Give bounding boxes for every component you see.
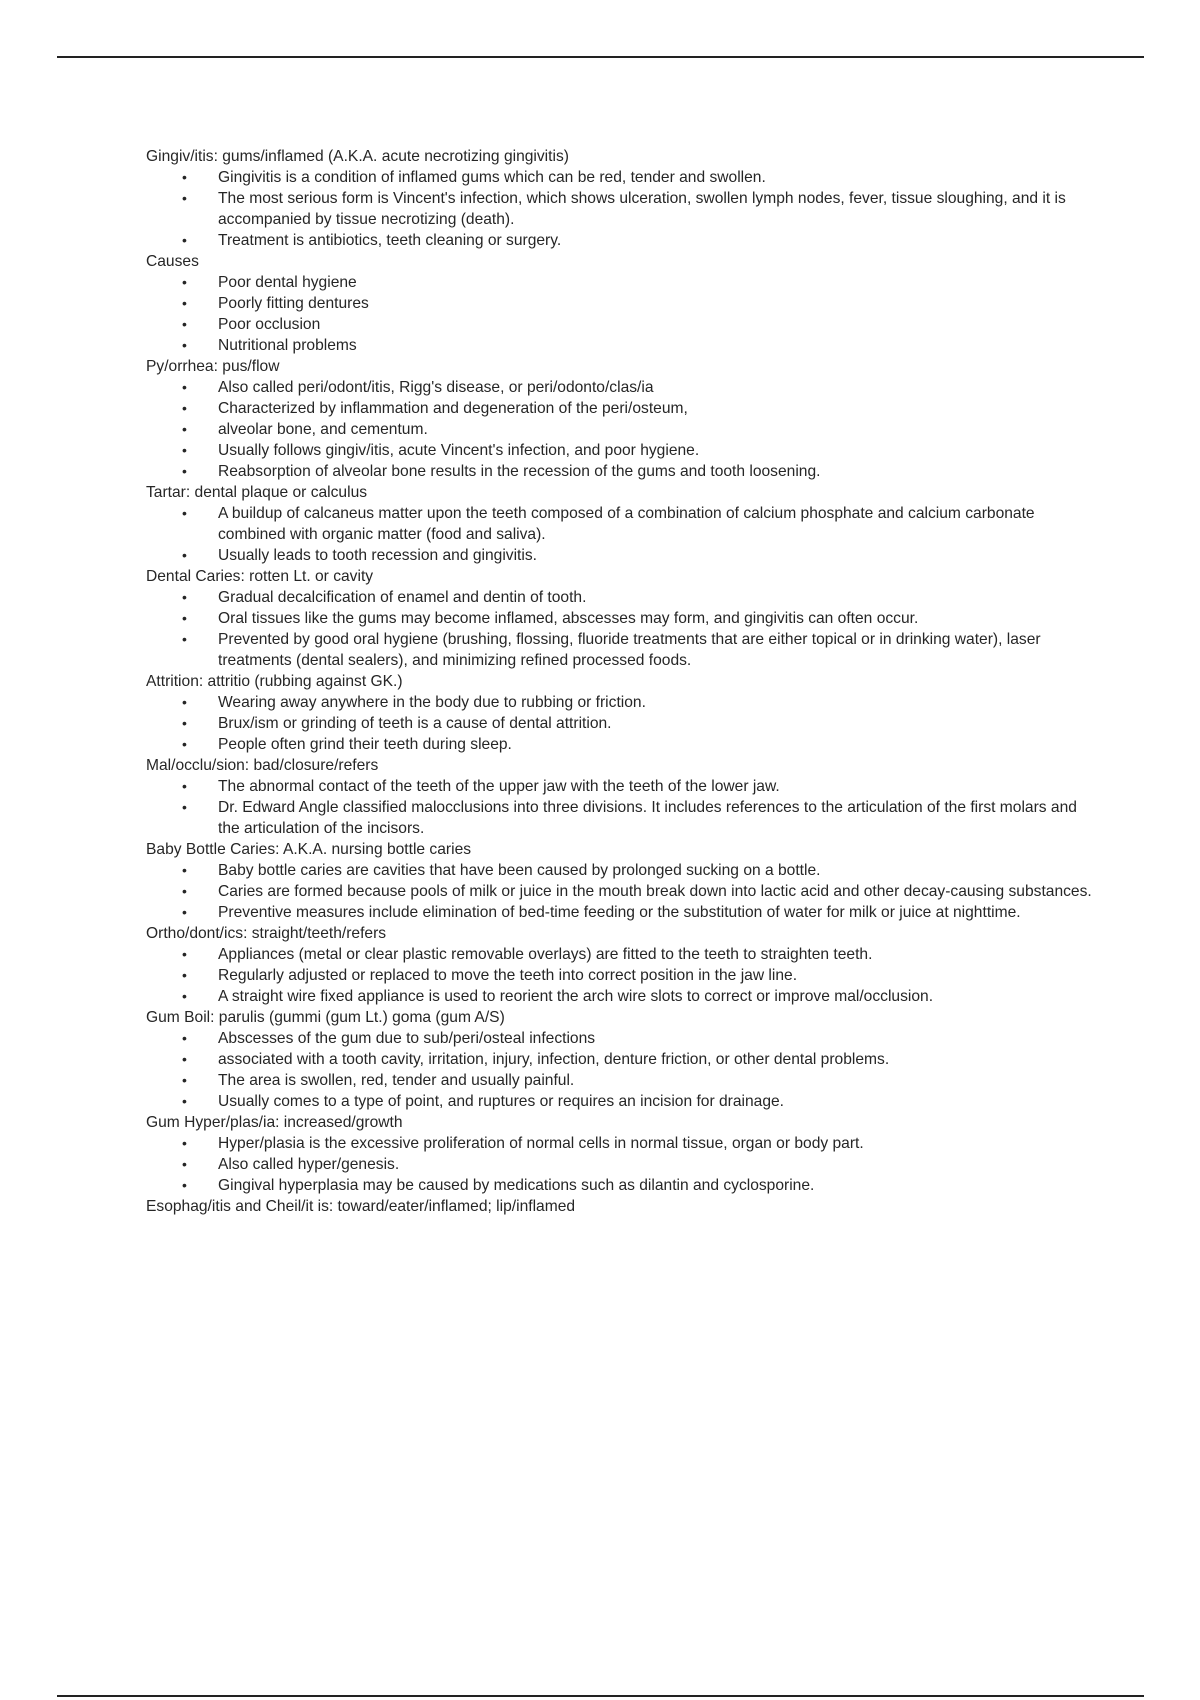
bullet-list — [146, 1133, 1096, 1196]
section-heading: Esophag/itis and Cheil/it is: toward/eater/inflamed; lip/inflamed — [146, 1198, 576, 1215]
footer-rule — [57, 1695, 1144, 1697]
section-7 — [146, 839, 1096, 923]
section-8 — [146, 923, 1096, 1007]
bullet-item: • People often grind their teeth during sleep. — [146, 734, 1096, 755]
bullet-item: • Gingivitis is a condition of inflamed gums which can be red, tender and swollen. — [146, 167, 1096, 188]
section-heading: Tartar: dental plaque or calculus — [146, 484, 368, 501]
bullet-list — [146, 1028, 1096, 1112]
bullet-item: • Baby bottle caries are cavities that have been caused by prolonged sucking on a bottle. — [146, 860, 1096, 881]
section-heading: Dental Caries: rotten Lt. or cavity — [146, 568, 374, 585]
section-heading: Gum Hyper/plas/ia: increased/growth — [146, 1114, 403, 1131]
bullet-item: • The most serious form is Vincent's infection, which shows ulceration, swollen lymph nodes, fever, tissue sloughing, and it is accompanied by tissue necrotizing (death). — [146, 188, 1096, 230]
bullet-list — [146, 167, 1096, 251]
bullet-item: • associated with a tooth cavity, irritation, injury, infection, denture friction, or other dental problems. — [146, 1049, 1096, 1070]
bullet-item: • Usually comes to a type of point, and ruptures or requires an incision for drainage. — [146, 1091, 1096, 1112]
section-5 — [146, 671, 1096, 755]
bullet-list — [146, 377, 1096, 482]
bullet-item: • Wearing away anywhere in the body due to rubbing or friction. — [146, 692, 1096, 713]
document-body — [146, 146, 1096, 1217]
bullet-list — [146, 587, 1096, 671]
section-heading: Attrition: attritio (rubbing against GK.) — [146, 673, 403, 690]
section-6 — [146, 755, 1096, 839]
bullet-item: • Oral tissues like the gums may become inflamed, abscesses may form, and gingivitis can often occur. — [146, 608, 1096, 629]
section-2 — [146, 356, 1096, 482]
bullet-item: • Dr. Edward Angle classified malocclusions into three divisions. It includes references to the articulation of the first molars and the articulation of the incisors. — [146, 797, 1096, 839]
bullet-item: • Reabsorption of alveolar bone results in the recession of the gums and tooth loosening. — [146, 461, 1096, 482]
section-10 — [146, 1112, 1096, 1196]
header-rule — [57, 56, 1144, 58]
bullet-list — [146, 944, 1096, 1007]
bullet-item: • The abnormal contact of the teeth of the upper jaw with the teeth of the lower jaw. — [146, 776, 1096, 797]
bullet-item: • Usually follows gingiv/itis, acute Vincent's infection, and poor hygiene. — [146, 440, 1096, 461]
bullet-item: • Usually leads to tooth recession and gingivitis. — [146, 545, 1096, 566]
bullet-item: • Regularly adjusted or replaced to move the teeth into correct position in the jaw line. — [146, 965, 1096, 986]
section-heading: Py/orrhea: pus/flow — [146, 358, 280, 375]
bullet-item: • Preventive measures include elimination of bed-time feeding or the substitution of water for milk or juice at nighttime. — [146, 902, 1096, 923]
section-11 — [146, 1196, 1096, 1217]
section-4 — [146, 566, 1096, 671]
bullet-item: • Prevented by good oral hygiene (brushing, flossing, fluoride treatments that are either topical or in drinking water), laser treatments (dental sealers), and minimizing refined processed foods. — [146, 629, 1096, 671]
bullet-item: • Treatment is antibiotics, teeth cleaning or surgery. — [146, 230, 1096, 251]
bullet-list — [146, 503, 1096, 566]
bullet-item: • Abscesses of the gum due to sub/peri/osteal infections — [146, 1028, 1096, 1049]
section-heading: Gingiv/itis: gums/inflamed (A.K.A. acute necrotizing gingivitis) — [146, 148, 569, 165]
bullet-item: • Characterized by inflammation and degeneration of the peri/osteum, — [146, 398, 1096, 419]
section-1 — [146, 251, 1096, 356]
bullet-item: • Also called peri/odont/itis, Rigg's disease, or peri/odonto/clas/ia — [146, 377, 1096, 398]
section-heading: Causes — [146, 253, 199, 270]
bullet-item: • The area is swollen, red, tender and usually painful. — [146, 1070, 1096, 1091]
section-heading: Ortho/dont/ics: straight/teeth/refers — [146, 925, 387, 942]
bullet-item: • Gradual decalcification of enamel and dentin of tooth. — [146, 587, 1096, 608]
bullet-item: • Gingival hyperplasia may be caused by medications such as dilantin and cyclosporine. — [146, 1175, 1096, 1196]
bullet-list — [146, 692, 1096, 755]
bullet-item: • Also called hyper/genesis. — [146, 1154, 1096, 1175]
bullet-item: • Poor occlusion — [146, 314, 1096, 335]
bullet-item: • Hyper/plasia is the excessive proliferation of normal cells in normal tissue, organ or body part. — [146, 1133, 1096, 1154]
section-0 — [146, 146, 1096, 251]
bullet-item: • alveolar bone, and cementum. — [146, 419, 1096, 440]
section-3 — [146, 482, 1096, 566]
bullet-item: • Caries are formed because pools of milk or juice in the mouth break down into lactic acid and other decay-causing substances. — [146, 881, 1096, 902]
bullet-item: • Brux/ism or grinding of teeth is a cause of dental attrition. — [146, 713, 1096, 734]
bullet-list — [146, 860, 1096, 923]
bullet-item: • Nutritional problems — [146, 335, 1096, 356]
bullet-item: • Poorly fitting dentures — [146, 293, 1096, 314]
section-heading: Gum Boil: parulis (gummi (gum Lt.) goma (gum A/S) — [146, 1009, 505, 1026]
bullet-item: • A straight wire fixed appliance is used to reorient the arch wire slots to correct or improve mal/occlusion. — [146, 986, 1096, 1007]
section-heading: Baby Bottle Caries: A.K.A. nursing bottle caries — [146, 841, 472, 858]
bullet-list — [146, 272, 1096, 356]
bullet-item: • A buildup of calcaneus matter upon the teeth composed of a combination of calcium phosphate and calcium carbonate combined with organic matter (food and saliva). — [146, 503, 1096, 545]
bullet-item: • Appliances (metal or clear plastic removable overlays) are fitted to the teeth to straighten teeth. — [146, 944, 1096, 965]
section-heading: Mal/occlu/sion: bad/closure/refers — [146, 757, 379, 774]
bullet-item: • Poor dental hygiene — [146, 272, 1096, 293]
section-9 — [146, 1007, 1096, 1112]
bullet-list — [146, 776, 1096, 839]
